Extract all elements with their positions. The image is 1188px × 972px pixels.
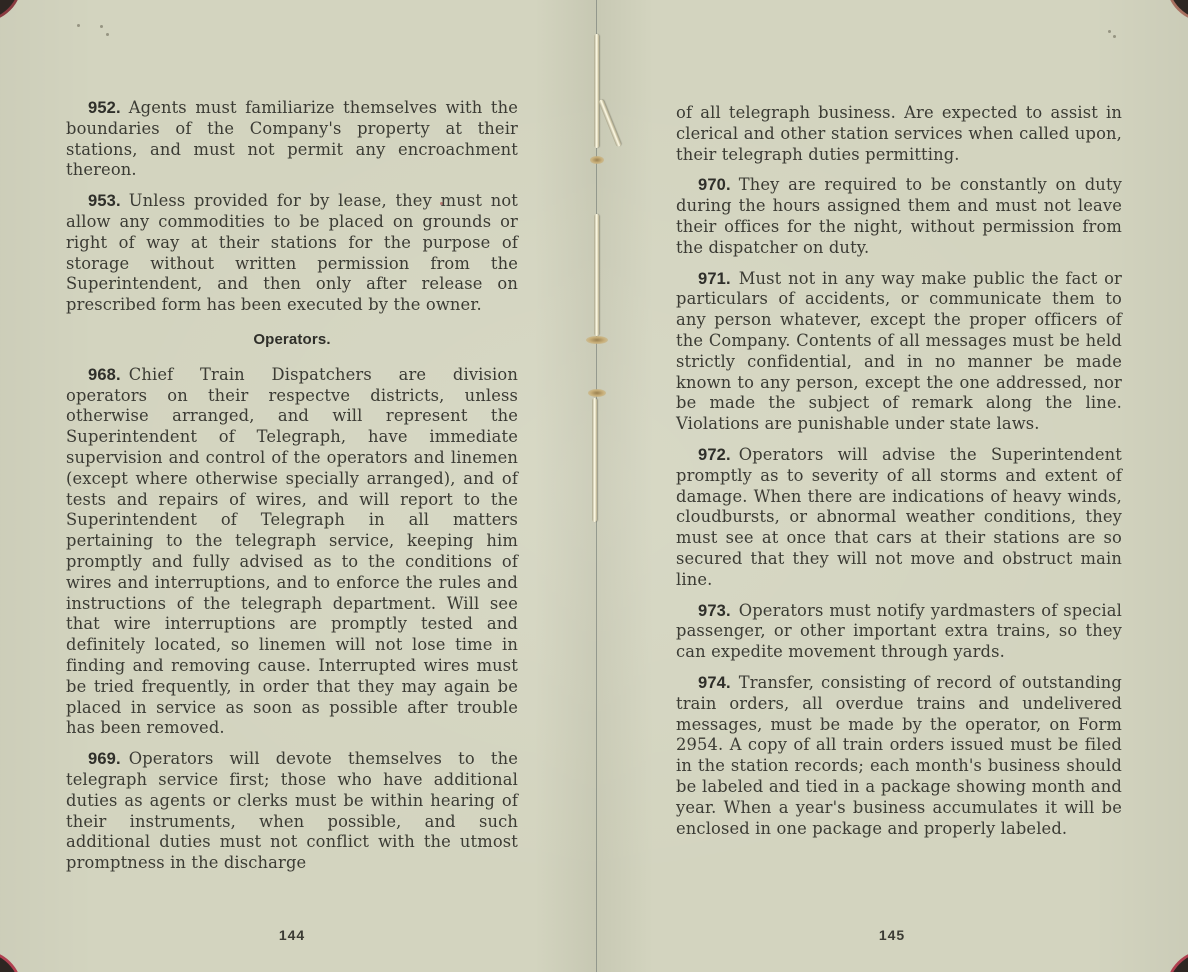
rule-number: 968. <box>88 365 121 384</box>
rule-number: 952. <box>88 99 121 117</box>
rule-number: 972. <box>698 445 731 464</box>
rule-text: Agents must familiarize themselves with the boundaries of the Company's property at their stations, and must not permit any encroachment thereon. <box>66 98 518 180</box>
rule-972 <box>676 445 1122 591</box>
rule-text: Unless provided for by lease, they must not allow any commodities to be placed on grounds or right of way at their stations for the purpose of storage without written permission from the Superintendent, and then only after release on prescribed form has been executed by the owner. <box>66 191 518 315</box>
rule-text: Operators will devote themselves to the telegraph service first; those who have additional duties as agents or clerks must be within hearing of their instruments, when possible, and such additional duties must not conflict with the utmost promptness in the discharge <box>66 749 518 873</box>
rule-number: 953. <box>88 192 121 211</box>
rule-969 <box>66 749 518 874</box>
rule-968 <box>66 365 518 739</box>
rule-974 <box>676 673 1122 839</box>
rule-952 <box>66 98 518 181</box>
left-page-text-column <box>66 98 518 884</box>
rule-953 <box>66 191 518 316</box>
rule-number: 970. <box>698 176 731 195</box>
rule-text: Chief Train Dispatchers are division operators on their respectve districts, unless otherwise arranged, and will represent the Superintendent of Telegraph, have immediate supervision and control of the operators and linemen (except where otherwise specially arranged), and of tests and repairs of wires, and will report to the Superintendent of Telegraph in all matters pertaining to the telegraph service, keeping him promptly and fully advised as to the conditions of wires and interruptions, and to enforce the rules and instructions of the telegraph department. Will see that wire interruptions are promptly tested and definitely located, so linemen will not lose time in finding and removing cause. Interrupted wires must be tried frequently, in order that they may again be placed in service as soon as possible after trouble has been removed. <box>66 364 518 738</box>
rule-text: They are required to be constantly on duty during the hours assigned them and must not leave their offices for the night, without permission from the dispatcher on duty. <box>676 175 1122 257</box>
rule-text: Must not in any way make public the fact or particulars of accidents, or communicate them to any person whatever, except the proper officers of the Company. Contents of all messages must be held strictly confidential, and in no manner be made known to any person, except the one addressed, nor be made the subject of remark along the line. Violations are punishable under state laws. <box>676 268 1122 434</box>
rule-970 <box>676 175 1122 258</box>
rule-number: 974. <box>698 673 731 692</box>
rule-973 <box>676 601 1122 663</box>
rule-text: Transfer, consisting of record of outstanding train orders, all overdue trains and undelivered messages, must be made by the operator, on Form 2954. A copy of all train orders issued must be filed in the station records; each month's business should be labeled and tied in a package showing month and year. When a year's business accumulates it will be enclosed in one package and properly labeled. <box>676 672 1122 838</box>
rule-text: Operators will advise the Superintendent promptly as to severity of all storms and extent of damage. When there are indications of heavy winds, cloudbursts, or abnormal weather conditions, they must see at once that cars at their stations are so secured that they will not move and obstruct main line. <box>676 444 1122 589</box>
page-right <box>594 0 1188 972</box>
rule-number: 969. <box>88 750 121 769</box>
right-page-text-column <box>676 103 1122 849</box>
rule-text: Operators must notify yardmasters of special passenger, or other important extra trains, so they can expedite movement through yards. <box>676 600 1122 662</box>
rule-number: 971. <box>698 269 731 288</box>
page-number-right: 145 <box>878 927 906 943</box>
section-heading-operators: Operators. <box>253 330 331 348</box>
page-number-left: 144 <box>278 927 306 943</box>
rule-969-continuation: of all telegraph business. Are expected to assist in clerical and other station services when called upon, their telegraph duties permitting. <box>676 103 1122 164</box>
rule-number: 973. <box>698 601 731 620</box>
rule-971 <box>676 269 1122 435</box>
